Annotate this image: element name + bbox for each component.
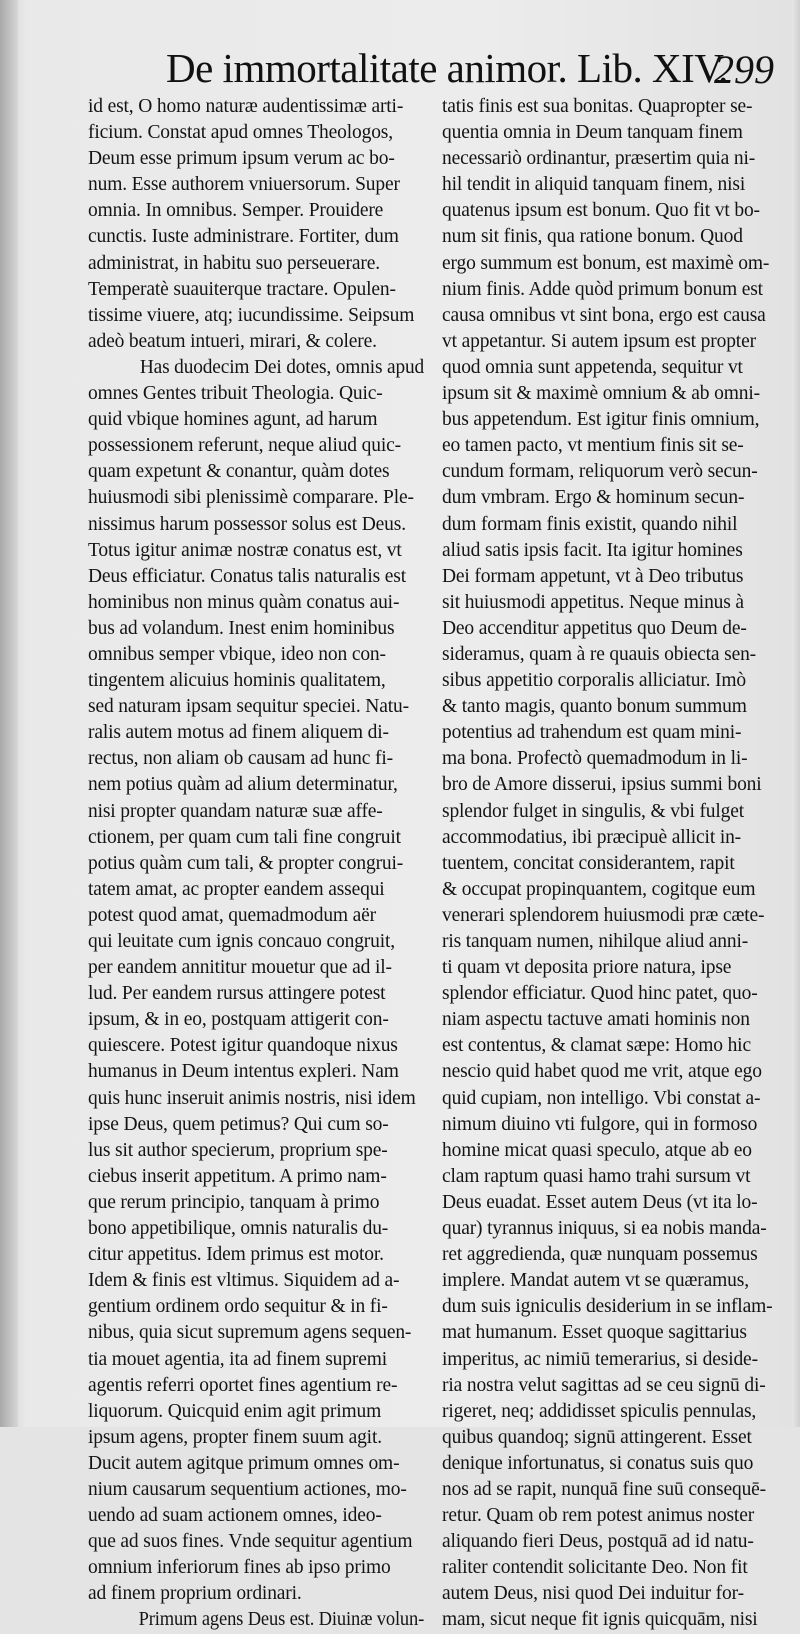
text-line: Has duodecim Dei dotes, omnis apud — [139, 356, 425, 378]
text-line: ergo summum est bonum, est maximè om- — [442, 252, 770, 274]
text-line: ris tanquam numen, nihilque aliud anni- — [442, 931, 749, 952]
text-line: adeò beatum intueri, mirari, & colere. — [88, 330, 377, 352]
text-line: omnia. In omnibus. Semper. Prouidere — [88, 200, 384, 222]
text-line: uendo ad suam actionem omnes, ideo- — [88, 1505, 382, 1527]
text-line: ma bona. Profectò quemadmodum in li- — [442, 748, 748, 770]
text-line: dum suis igniculis desiderium in se inflam- — [442, 1296, 773, 1318]
text-line: omnium inferiorum fines ab ipso primo — [88, 1557, 391, 1579]
page-header — [166, 42, 780, 94]
text-line: omnibus semper vbique, ideo non con- — [88, 643, 386, 665]
text-line: sed naturam ipsam sequitur speciei. Natu- — [88, 696, 409, 718]
page-edge-shadow — [792, 0, 800, 1427]
text-line: mam, sicut neque fit ignis quicquām, nisi — [442, 1609, 758, 1631]
text-line: tuentem, concitat considerantem, rapit — [442, 852, 735, 874]
text-line: lus sit author specierum, proprium spe- — [88, 1139, 388, 1161]
text-line: dum vmbram. Ergo & hominum secun- — [442, 487, 745, 509]
text-line: nimum diuino vti fulgore, qui in formoso — [442, 1113, 758, 1135]
text-line: aliquando fieri Deus, postquā ad id natu- — [442, 1531, 754, 1553]
text-line: ad finem proprium ordinari. — [88, 1583, 302, 1605]
text-line: sit huiusmodi appetitus. Neque minus à — [442, 591, 744, 613]
text-line: ctionem, per quam cum tali fine congruit — [88, 826, 401, 848]
text-line: num. Esse authorem vniuersorum. Super — [88, 174, 400, 196]
text-line: hominibus non minus quàm conatus aui- — [88, 591, 400, 613]
text-line: ficium. Constat apud omnes Theologos, — [88, 122, 393, 144]
text-line: imperitus, ac nimiū temerarius, si deside- — [442, 1348, 758, 1370]
text-line: huiusmodi sibi plenissimè comparare. Ple- — [88, 487, 414, 509]
text-line: quar) tyrannus iniquus, si ea nobis manda- — [442, 1218, 767, 1240]
text-line: quibus quandoq; signū attingerent. Esset — [442, 1426, 752, 1448]
text-line: ipse Deus, quem petimus? Qui cum so- — [88, 1113, 389, 1135]
text-line: nibus, quia sicut supremum agens sequen- — [88, 1322, 412, 1344]
text-line: citur appetitus. Idem primus est motor. — [88, 1244, 384, 1266]
text-line: mat humanum. Esset quoque sagittarius — [442, 1322, 747, 1344]
text-line: nissimus harum possessor solus est Deus. — [88, 513, 406, 535]
text-line: & occupat propinquantem, cogitque eum — [442, 878, 756, 900]
text-line: agentis referri oportet fines agentium re- — [88, 1374, 398, 1396]
text-line: dum formam finis existit, quando nihil — [442, 513, 738, 535]
text-line: Idem & finis est vltimus. Siquidem ad a- — [88, 1270, 400, 1292]
text-line: raliter contendit solicitante Deo. Non fit — [442, 1557, 748, 1579]
text-line: cundum formam, reliquorum verò secun- — [442, 461, 758, 483]
text-line: Primum agens Deus est. Diuinæ volun- — [138, 1609, 425, 1631]
text-line: possessionem referunt, neque aliud quic- — [88, 435, 401, 457]
text-line: retur. Quam ob rem potest animus noster — [442, 1505, 755, 1527]
text-line: nium causarum sequentium actiones, mo- — [88, 1478, 407, 1500]
text-line: lud. Per eandem rursus attingere potest — [88, 983, 386, 1005]
text-line: vt appetantur. Si autem ipsum est propter — [442, 330, 756, 352]
page-number: 299 — [714, 47, 774, 92]
text-line: cunctis. Iuste administrare. Fortiter, dum — [88, 226, 399, 248]
text-line: qui leuitate cum ignis concauo congruit, — [88, 931, 395, 952]
text-line: ipsum agens, propter finem suum agit. — [88, 1426, 382, 1448]
text-line: splendor efficiatur. Quod hinc patet, quo- — [442, 983, 758, 1005]
text-line: gentium ordinem ordo sequitur & in fi- — [88, 1296, 388, 1318]
text-line: omnes Gentes tribuit Theologia. Quic- — [88, 383, 383, 405]
text-line: sideramus, quam à re quauis obiecta sen- — [442, 643, 757, 665]
text-line: tatem amat, ac propter eandem assequi — [88, 878, 385, 900]
text-line: ipsum, & in eo, postquam attigerit con- — [88, 1009, 389, 1031]
text-line: per eandem annititur mouetur que ad il- — [88, 957, 392, 979]
text-line: est contentus, & clamat sæpe: Homo hic — [442, 1035, 751, 1057]
text-line: tissime viuere, atq; iucundissime. Seipsum — [88, 304, 415, 326]
text-line: bono appetibilique, omnis naturalis du- — [88, 1218, 389, 1240]
text-line: aliud satis ipsis facit. Ita igitur homines — [442, 539, 743, 561]
text-line: venerari splendorem huiusmodi præ cæte- — [442, 904, 765, 926]
text-line: nem potius quàm ad alium determinatur, — [88, 774, 398, 796]
text-line: id est, O homo naturæ audentissimæ arti- — [88, 96, 404, 117]
text-line: bus ad volandum. Inest enim hominibus — [88, 617, 395, 639]
text-line: Deo accenditur appetitus quo Deum de- — [442, 617, 747, 639]
text-line: liquorum. Quicquid enim agit primum — [88, 1400, 382, 1422]
text-line: quatenus ipsum est bonum. Quo fit vt bo- — [442, 200, 760, 222]
text-line: potest quod amat, quemadmodum aër — [88, 904, 377, 926]
text-line: quentia omnia in Deum tanquam finem — [442, 122, 743, 144]
text-line: causa omnibus vt sint bona, ergo est causa — [442, 304, 766, 326]
running-title: De immortalitate animor. Lib. XIV. — [166, 45, 728, 91]
text-line: homine micat quasi speculo, atque ab eo — [442, 1139, 752, 1161]
text-line: Temperatè suauiterque tractare. Opulen- — [88, 278, 396, 300]
right-text-column — [442, 94, 778, 1634]
text-line: hil tendit in aliquid tanquam finem, nisi — [442, 174, 746, 196]
text-line: autem Deus, nisi quod Dei induitur for- — [442, 1583, 744, 1605]
text-line: humanus in Deum intentus expleri. Nam — [88, 1061, 399, 1083]
text-line: ipsum sit & maximè omnium & ab omni- — [442, 383, 760, 405]
text-line: denique infortunatus, si conatus suis quo — [442, 1452, 754, 1474]
text-line: splendor fulget in singulis, & vbi fulget — [442, 800, 745, 822]
text-line: sibus appetitio corporalis alliciatur. Imò — [442, 670, 747, 692]
text-line: Deus euadat. Esset autem Deus (vt ita lo- — [442, 1191, 758, 1213]
text-line: potius quàm cum tali, & propter congrui- — [88, 852, 404, 874]
text-line: rigeret, neq; addidisset spiculis pennulas, — [442, 1400, 757, 1422]
text-line: administrat, in habitu suo perseuerare. — [88, 252, 380, 274]
text-line: quod omnia sunt appetenda, sequitur vt — [442, 356, 743, 378]
text-line: niam aspectu tactuve amati hominis non — [442, 1009, 750, 1031]
text-line: bro de Amore disserui, ipsius summi boni — [442, 774, 762, 796]
text-line: eo tamen pacto, vt mentium finis sit se- — [442, 435, 744, 457]
text-line: & tanto magis, quanto bonum summum — [442, 696, 747, 718]
text-line: ciebus inserit appetitum. A primo nam- — [88, 1165, 387, 1187]
text-line: Deus efficiatur. Conatus talis naturalis est — [88, 565, 406, 587]
text-line: nium finis. Adde quòd primum bonum est — [442, 278, 763, 300]
text-line: nos ad se rapit, nunquā fine suū consequē- — [442, 1478, 767, 1500]
text-line: Totus igitur animæ nostræ conatus est, vt — [88, 539, 402, 561]
text-line: tatis finis est sua bonitas. Quapropter se- — [442, 96, 753, 117]
text-line: quis hunc inseruit animis nostris, nisi idem — [88, 1087, 416, 1109]
text-line: num sit finis, qua ratione bonum. Quod — [442, 226, 743, 248]
text-line: nescio quid habet quod me vrit, atque ego — [442, 1061, 762, 1083]
page-gutter-shadow — [0, 0, 18, 1427]
text-line: quiescere. Potest igitur quandoque nixus — [88, 1035, 398, 1057]
text-line: Ducit autem agitque primum omnes om- — [88, 1452, 400, 1474]
text-line: nisi propter quandam naturæ suæ affe- — [88, 800, 383, 822]
text-line: tia mouet agentia, ita ad finem supremi — [88, 1348, 388, 1370]
text-line: potentius ad trahendum est quam mini- — [442, 722, 742, 744]
text-line: que rerum principio, tanquam à primo — [88, 1191, 380, 1213]
text-line: accommodatius, ibi præcipuè allicit in- — [442, 826, 742, 848]
left-text-column — [88, 94, 424, 1634]
text-line: tingentem alicuius hominis qualitatem, — [88, 670, 386, 692]
text-line: clam raptum quasi hamo trahi sursum vt — [442, 1165, 751, 1187]
text-line: que ad suos fines. Vnde sequitur agentium — [88, 1531, 413, 1553]
text-line: Deum esse primum ipsum verum ac bo- — [88, 148, 395, 170]
text-line: ti quam vt deposita priore natura, ipse — [442, 957, 732, 979]
text-line: quid vbique homines agunt, ad harum — [88, 409, 378, 431]
text-line: rectus, non aliam ob causam ad hunc fi- — [88, 748, 393, 770]
text-line: Dei formam appetunt, vt à Deo tributus — [442, 565, 744, 587]
text-line: quam expetunt & conantur, quàm dotes — [88, 461, 390, 483]
text-line: bus appetendum. Est igitur finis omnium, — [442, 409, 760, 431]
text-line: ret aggredienda, quæ nunquam possemus — [442, 1244, 758, 1266]
text-line: necessariò ordinantur, præsertim quia ni- — [442, 148, 756, 170]
text-line: implere. Mandat autem vt se quæramus, — [442, 1270, 749, 1292]
text-line: quid cupiam, non intelligo. Vbi constat a- — [442, 1087, 761, 1109]
text-line: ria nostra velut sagittas ad se ceu signū di- — [442, 1374, 766, 1396]
text-line: ralis autem motus ad finem aliquem di- — [88, 722, 389, 744]
